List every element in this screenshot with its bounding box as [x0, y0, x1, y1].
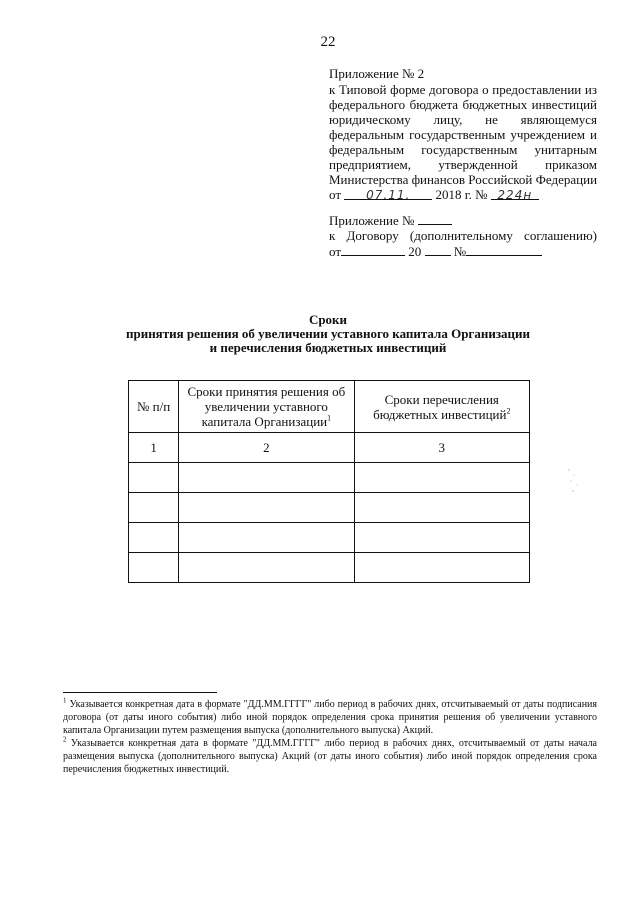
table-cell: [129, 553, 179, 583]
table-cell: [179, 553, 354, 583]
column-header-text: № п/п: [136, 399, 171, 414]
table-cell: [129, 523, 179, 553]
table-cell: 3: [354, 433, 529, 463]
document-heading-subtitle-2: и перечисления бюджетных инвестиций: [209, 340, 447, 355]
agreement-date-line: [329, 243, 597, 259]
appendix-2-line: предприятием, утвержденной приказом: [329, 157, 597, 172]
agreement-appendix-block: [329, 212, 597, 259]
column-header-text: Сроки принятия решения об увеличении уставного капитала Организации: [187, 384, 346, 429]
handwritten-number: 224н: [497, 188, 533, 202]
agreement-year-blank: [425, 243, 451, 256]
appendix-2-block: [329, 66, 597, 202]
table-row: [129, 523, 530, 553]
deadlines-table: [128, 380, 530, 583]
agreement-appendix-number-blank: [418, 212, 452, 225]
appendix-2-title: Приложение № 2: [329, 66, 425, 81]
table-cell: [129, 493, 179, 523]
appendix-2-line: федеральным государственным учреждением и: [329, 127, 597, 142]
date-field: [344, 187, 432, 200]
agreement-year: 20: [408, 244, 422, 259]
page-number: 22: [320, 34, 336, 50]
date-prefix: от: [329, 187, 342, 202]
table-numbering-row: [129, 433, 530, 463]
agreement-number-blank: [466, 243, 542, 256]
agreement-number-label: №: [453, 244, 467, 259]
table-cell: 1: [129, 433, 179, 463]
appendix-2-line: Министерства финансов Российской Федерации: [329, 172, 598, 187]
footnote-mark: 2: [63, 735, 67, 744]
column-header-decision-deadline: [179, 381, 354, 433]
column-header-number: [129, 381, 179, 433]
table-cell: 2: [179, 433, 354, 463]
table-cell: [179, 523, 354, 553]
footnote-1: [63, 698, 597, 737]
footnote-text: Указывается конкретная дата в формате "ДД.ММ.ГГГГ" либо период в рабочих днях, отсчитываемый от даты начала размещения выпуска (дополнительного выпуска) Акций (от даты иного события) либо иной порядок определения срока перечисления бюджетных инвестиций.: [63, 738, 597, 775]
number-field: [491, 187, 539, 200]
appendix-2-date-line: [329, 187, 597, 202]
appendix-2-line: федеральным государственным унитарным: [329, 142, 597, 157]
handwritten-date: 07.11.: [366, 188, 411, 202]
footnote-ref-2: 2: [506, 406, 511, 416]
footnote-mark: 1: [63, 696, 67, 705]
table-cell: [354, 493, 529, 523]
agreement-appendix-title: Приложение №: [329, 213, 415, 228]
agreement-date-blank: [341, 243, 405, 256]
date-year: 2018 г. №: [435, 187, 488, 202]
document-heading-subtitle: принятия решения об увеличении уставного капитала Организации: [125, 326, 531, 341]
table-row: [129, 463, 530, 493]
footnote-separator: [63, 692, 217, 693]
agreement-title-line: [329, 212, 597, 228]
column-header-text: Сроки перечисления бюджетных инвестиций: [373, 391, 507, 422]
footnote-text: Указывается конкретная дата в формате "ДД.ММ.ГГГГ" либо период в рабочих днях, отсчитываемый от даты подписания договора (от даты иного события) либо иной порядок определения срока принятия решения об увеличении уставного капитала Организации путем размещения выпуска (дополнительного выпуска) Акций.: [63, 699, 598, 736]
table-cell: [129, 463, 179, 493]
table-row: [129, 493, 530, 523]
table-cell: [179, 463, 354, 493]
appendix-2-line: федерального бюджета бюджетных инвестиций: [329, 97, 597, 112]
agreement-date-prefix: от: [329, 244, 342, 259]
table-row: [129, 553, 530, 583]
footnote-2: [63, 737, 597, 776]
appendix-2-line: юридическому лицу, не являющемуся: [329, 112, 597, 127]
table-cell: [354, 553, 529, 583]
table-cell: [354, 463, 529, 493]
footnotes: [63, 698, 597, 776]
appendix-2-line: к Типовой форме договора о предоставлении из: [329, 82, 597, 97]
table-header-row: [129, 381, 530, 433]
table-cell: [354, 523, 529, 553]
document-heading-title: Сроки: [308, 312, 348, 327]
table-cell: [179, 493, 354, 523]
column-header-transfer-deadline: [354, 381, 529, 433]
scan-noise: [566, 466, 580, 496]
agreement-line-1: к Договору (дополнительному соглашению): [329, 228, 597, 243]
footnote-ref-1: 1: [327, 413, 332, 423]
